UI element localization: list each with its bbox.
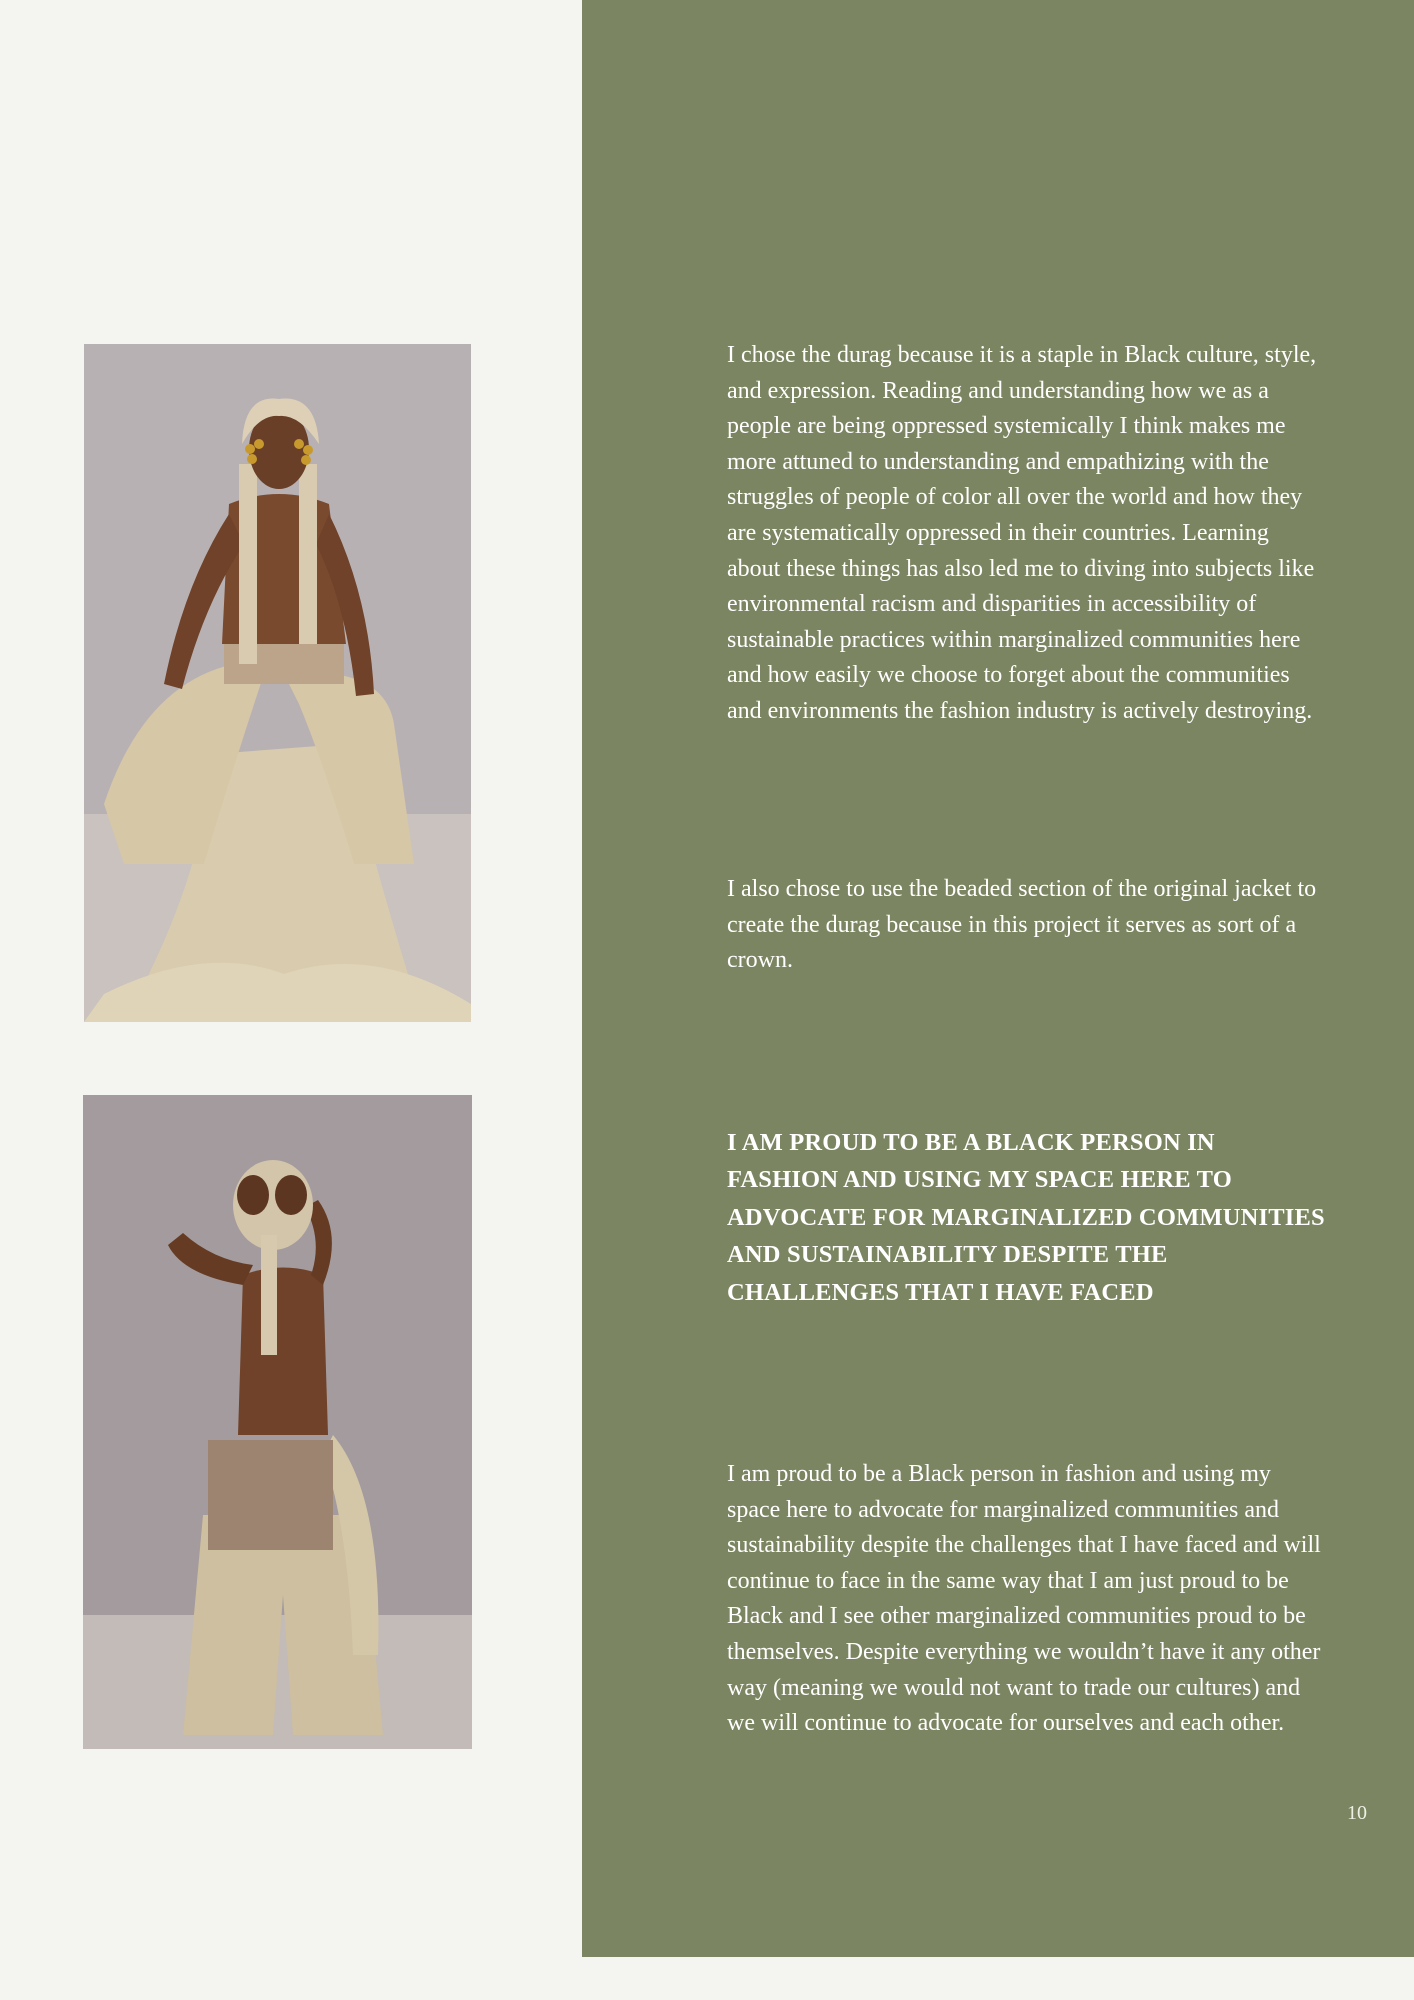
- paragraph-proud-statement: I am proud to be a Black person in fashion and using my space here to advocate for marginalized communities and sustainability despite the challenges that I have faced and will continue to face in the same way that I am just proud to be Black and I see other marginalized communities proud to be themselves. Despite everything we wouldn’t have it any other way (meaning we would not want to trade our cultures) and we will continue to advocate for ourselves and each other.: [727, 1461, 1321, 1737]
- paragraph-durag-choice: I chose the durag because it is a staple in Black culture, style, and expression. Reading and understanding how we as a people are being oppressed systemically I think makes me more attuned to understanding and empathizing with the struggles of people of color all over the world and how they are systematically oppressed in their countries. Learning about these things has also led me to diving into subjects like environmental racism and disparities in accessibility of sustainable practices within marginalized communities here and how easily we choose to forget about the communities and environments the fashion industry is actively destroying.: [727, 342, 1317, 724]
- page-number: 10: [1347, 1802, 1367, 1824]
- standing-model-figure: [83, 1095, 472, 1749]
- seated-model-figure: [84, 344, 471, 1022]
- paragraph-beaded-crown: I also chose to use the beaded section of the original jacket to create the durag because in this project it serves as sort of a crown.: [727, 876, 1317, 974]
- photo-seated-model: [84, 344, 471, 1022]
- photo-standing-model: [83, 1095, 472, 1749]
- pull-quote-headline: I AM PROUD TO BE A BLACK PERSON IN FASHION AND USING MY SPACE HERE TO ADVOCATE FOR MARGINALIZED COMMUNITIES AND SUSTAINABILITY DESPITE THE CHALLENGES THAT I HAVE FACED: [727, 1129, 1325, 1306]
- text-panel: [582, 0, 1414, 1957]
